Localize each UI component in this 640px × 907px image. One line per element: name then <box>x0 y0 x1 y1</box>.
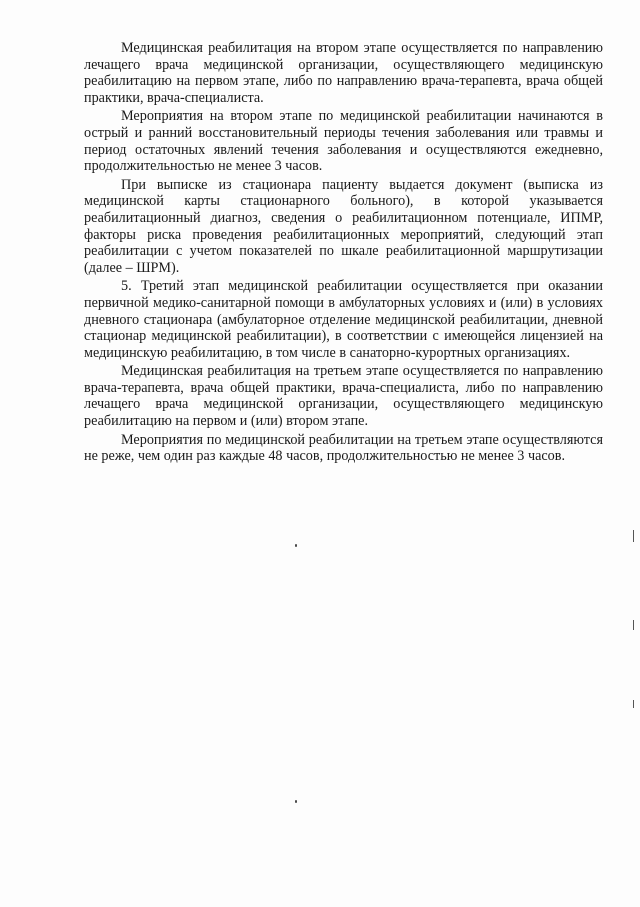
paragraph-third-stage-referral: Медицинская реабилитация на третьем этапе осуществляется по направлению врача-терапевта, врача общей практики, врача-специалиста, либо по направлению лечащего врача медицинской организации, осуществляющего медицинскую реабилитацию на первом и (или) втором этапе. <box>84 363 603 430</box>
document-body <box>84 40 603 467</box>
scan-speck <box>295 544 297 547</box>
paragraph-third-stage-definition: 5. Третий этап медицинской реабилитации осуществляется при оказании первичной медико-санитарной помощи в амбулаторных условиях и (или) в условиях дневного стационара (амбулаторное отделение медицинской реабилитации, дневной стационар медицинской реабилитации), в соответствии с имеющейся лицензией на медицинскую реабилитацию, в том числе в санаторно-курортных организациях. <box>84 278 603 361</box>
scan-edge-mark <box>633 530 634 542</box>
paragraph-discharge-document: При выписке из стационара пациенту выдается документ (выписка из медицинской карты стационарного больного), в которой указывается реабилитационный диагноз, сведения о реабилитационном потенциале, ИПМР, факторы риска проведения реабилитационных мероприятий, следующий этап реабилитации с учетом показателей по шкале реабилитационной маршрутизации (далее – ШРМ). <box>84 176 603 276</box>
paragraph-third-stage-frequency: Мероприятия по медицинской реабилитации на третьем этапе осуществляются не реже, чем один раз каждые 48 часов, продолжительностью не менее 3 часов. <box>84 431 603 465</box>
paragraph-second-stage-referral: Медицинская реабилитация на втором этапе осуществляется по направлению лечащего врача медицинской организации, осуществляющего медицинскую реабилитацию на первом этапе, либо по направлению врача-терапевта, врача общей практики, врача-специалиста. <box>84 40 603 106</box>
paragraph-second-stage-activities: Мероприятия на втором этапе по медицинской реабилитации начинаются в острый и ранний восстановительный периоды течения заболевания или травмы и период остаточных явлений течения заболевания и осуществляются ежедневно, продолжительностью не менее 3 часов. <box>84 108 603 175</box>
scan-edge-mark <box>633 700 634 708</box>
scan-speck <box>295 800 297 803</box>
scan-edge-mark <box>633 620 634 630</box>
